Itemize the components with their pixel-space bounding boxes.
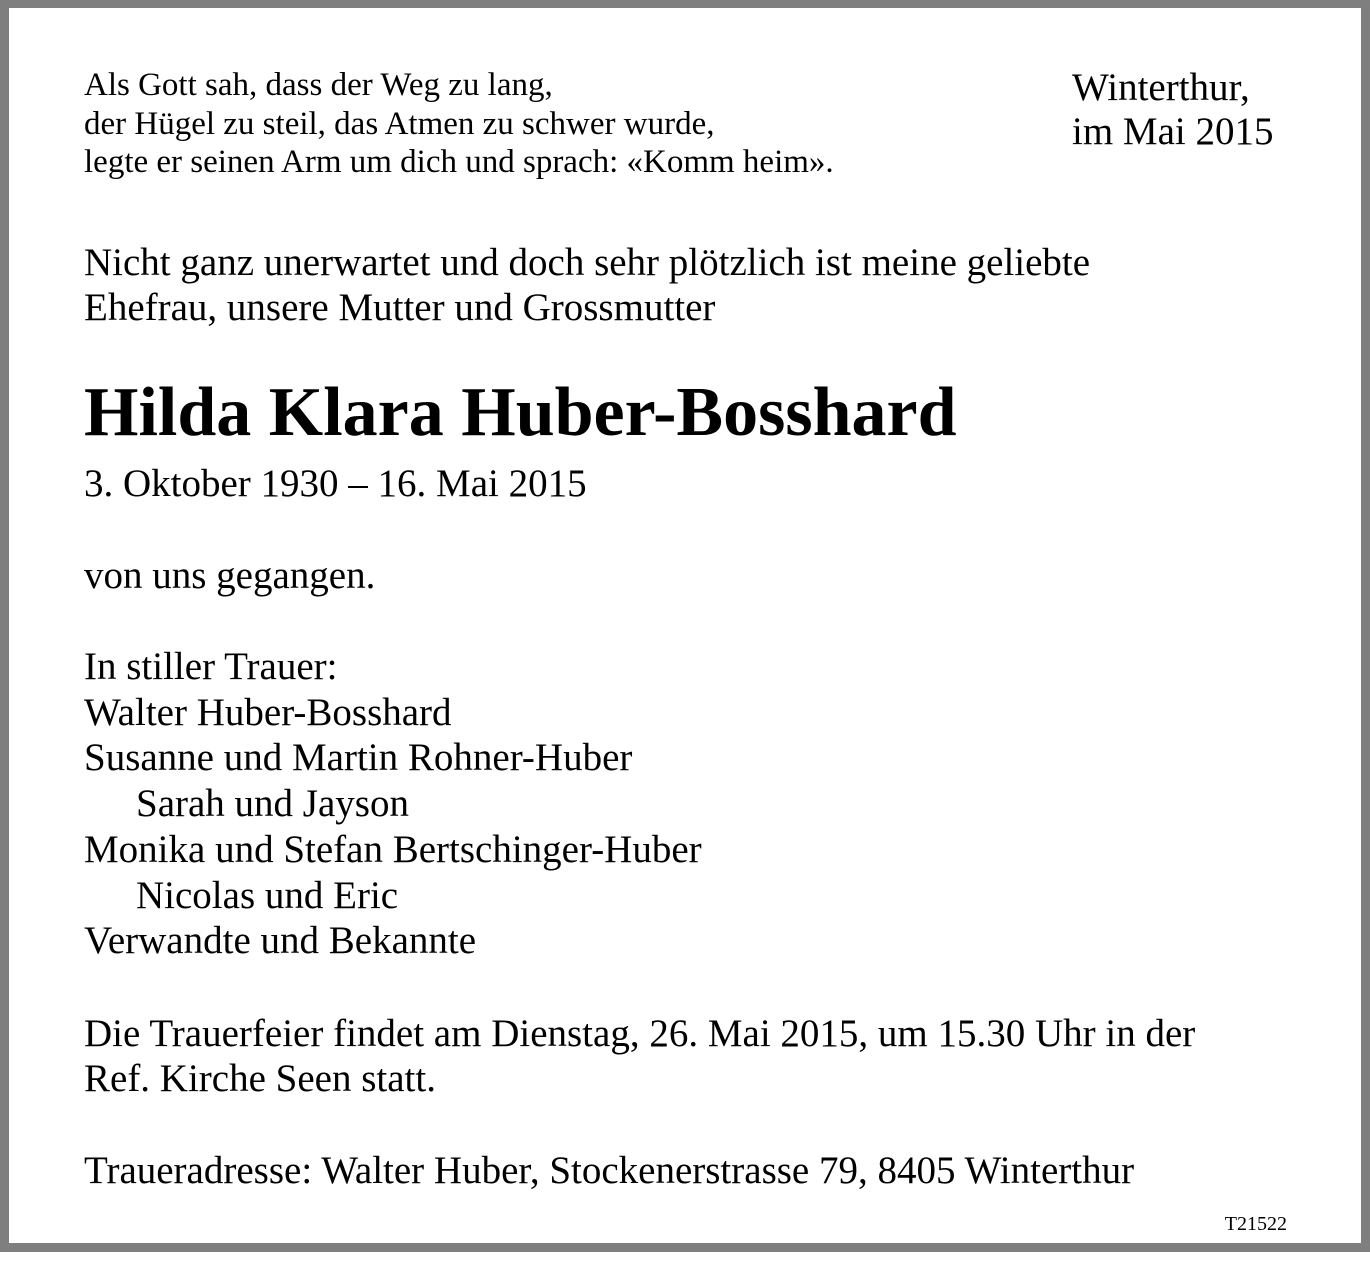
mourners-list bbox=[84, 644, 702, 964]
service-line: Ref. Kirche Seen statt. bbox=[84, 1057, 436, 1100]
poem-line: der Hügel zu steil, das Atmen zu schwer wurde, bbox=[84, 105, 715, 142]
passed-away-text: von uns gegangen. bbox=[84, 554, 376, 597]
life-dates: 3. Oktober 1930 – 16. Mai 2015 bbox=[84, 462, 587, 505]
poem-line: legte er seinen Arm um dich und sprach: «Komm heim». bbox=[84, 144, 834, 180]
mourners-heading: In stiller Trauer: bbox=[84, 645, 338, 688]
poem-verse bbox=[84, 66, 834, 182]
service-line: Die Trauerfeier findet am Dienstag, 26. Mai 2015, um 15.30 Uhr in der bbox=[84, 1012, 1196, 1055]
date: im Mai 2015 bbox=[1072, 110, 1274, 153]
mourner-entry-grandchildren: Sarah und Jayson bbox=[136, 782, 409, 826]
funeral-service-info bbox=[84, 1011, 1195, 1101]
deceased-name: Hilda Klara Huber-Bosshard bbox=[84, 374, 957, 451]
mourner-entry: Walter Huber-Bosshard bbox=[84, 690, 452, 734]
reference-code: T21522 bbox=[1224, 1213, 1287, 1235]
mourner-entry: Susanne und Martin Rohner-Huber bbox=[84, 736, 633, 780]
poem-line: Als Gott sah, dass der Weg zu lang, bbox=[84, 67, 553, 103]
intro-line: Ehefrau, unsere Mutter und Grossmutter bbox=[84, 286, 716, 329]
mourner-entry-grandchildren: Nicolas und Eric bbox=[136, 873, 399, 917]
mourning-address: Traueradresse: Walter Huber, Stockenerstrasse 79, 8405 Winterthur bbox=[84, 1149, 1135, 1192]
mourner-entry: Verwandte und Bekannte bbox=[84, 919, 477, 963]
intro-text bbox=[84, 240, 1090, 330]
mourner-entry: Monika und Stefan Bertschinger-Huber bbox=[84, 827, 702, 871]
place-and-date bbox=[1072, 66, 1274, 154]
place: Winterthur, bbox=[1072, 66, 1250, 109]
intro-line: Nicht ganz unerwartet und doch sehr plötzlich ist meine geliebte bbox=[84, 241, 1091, 284]
